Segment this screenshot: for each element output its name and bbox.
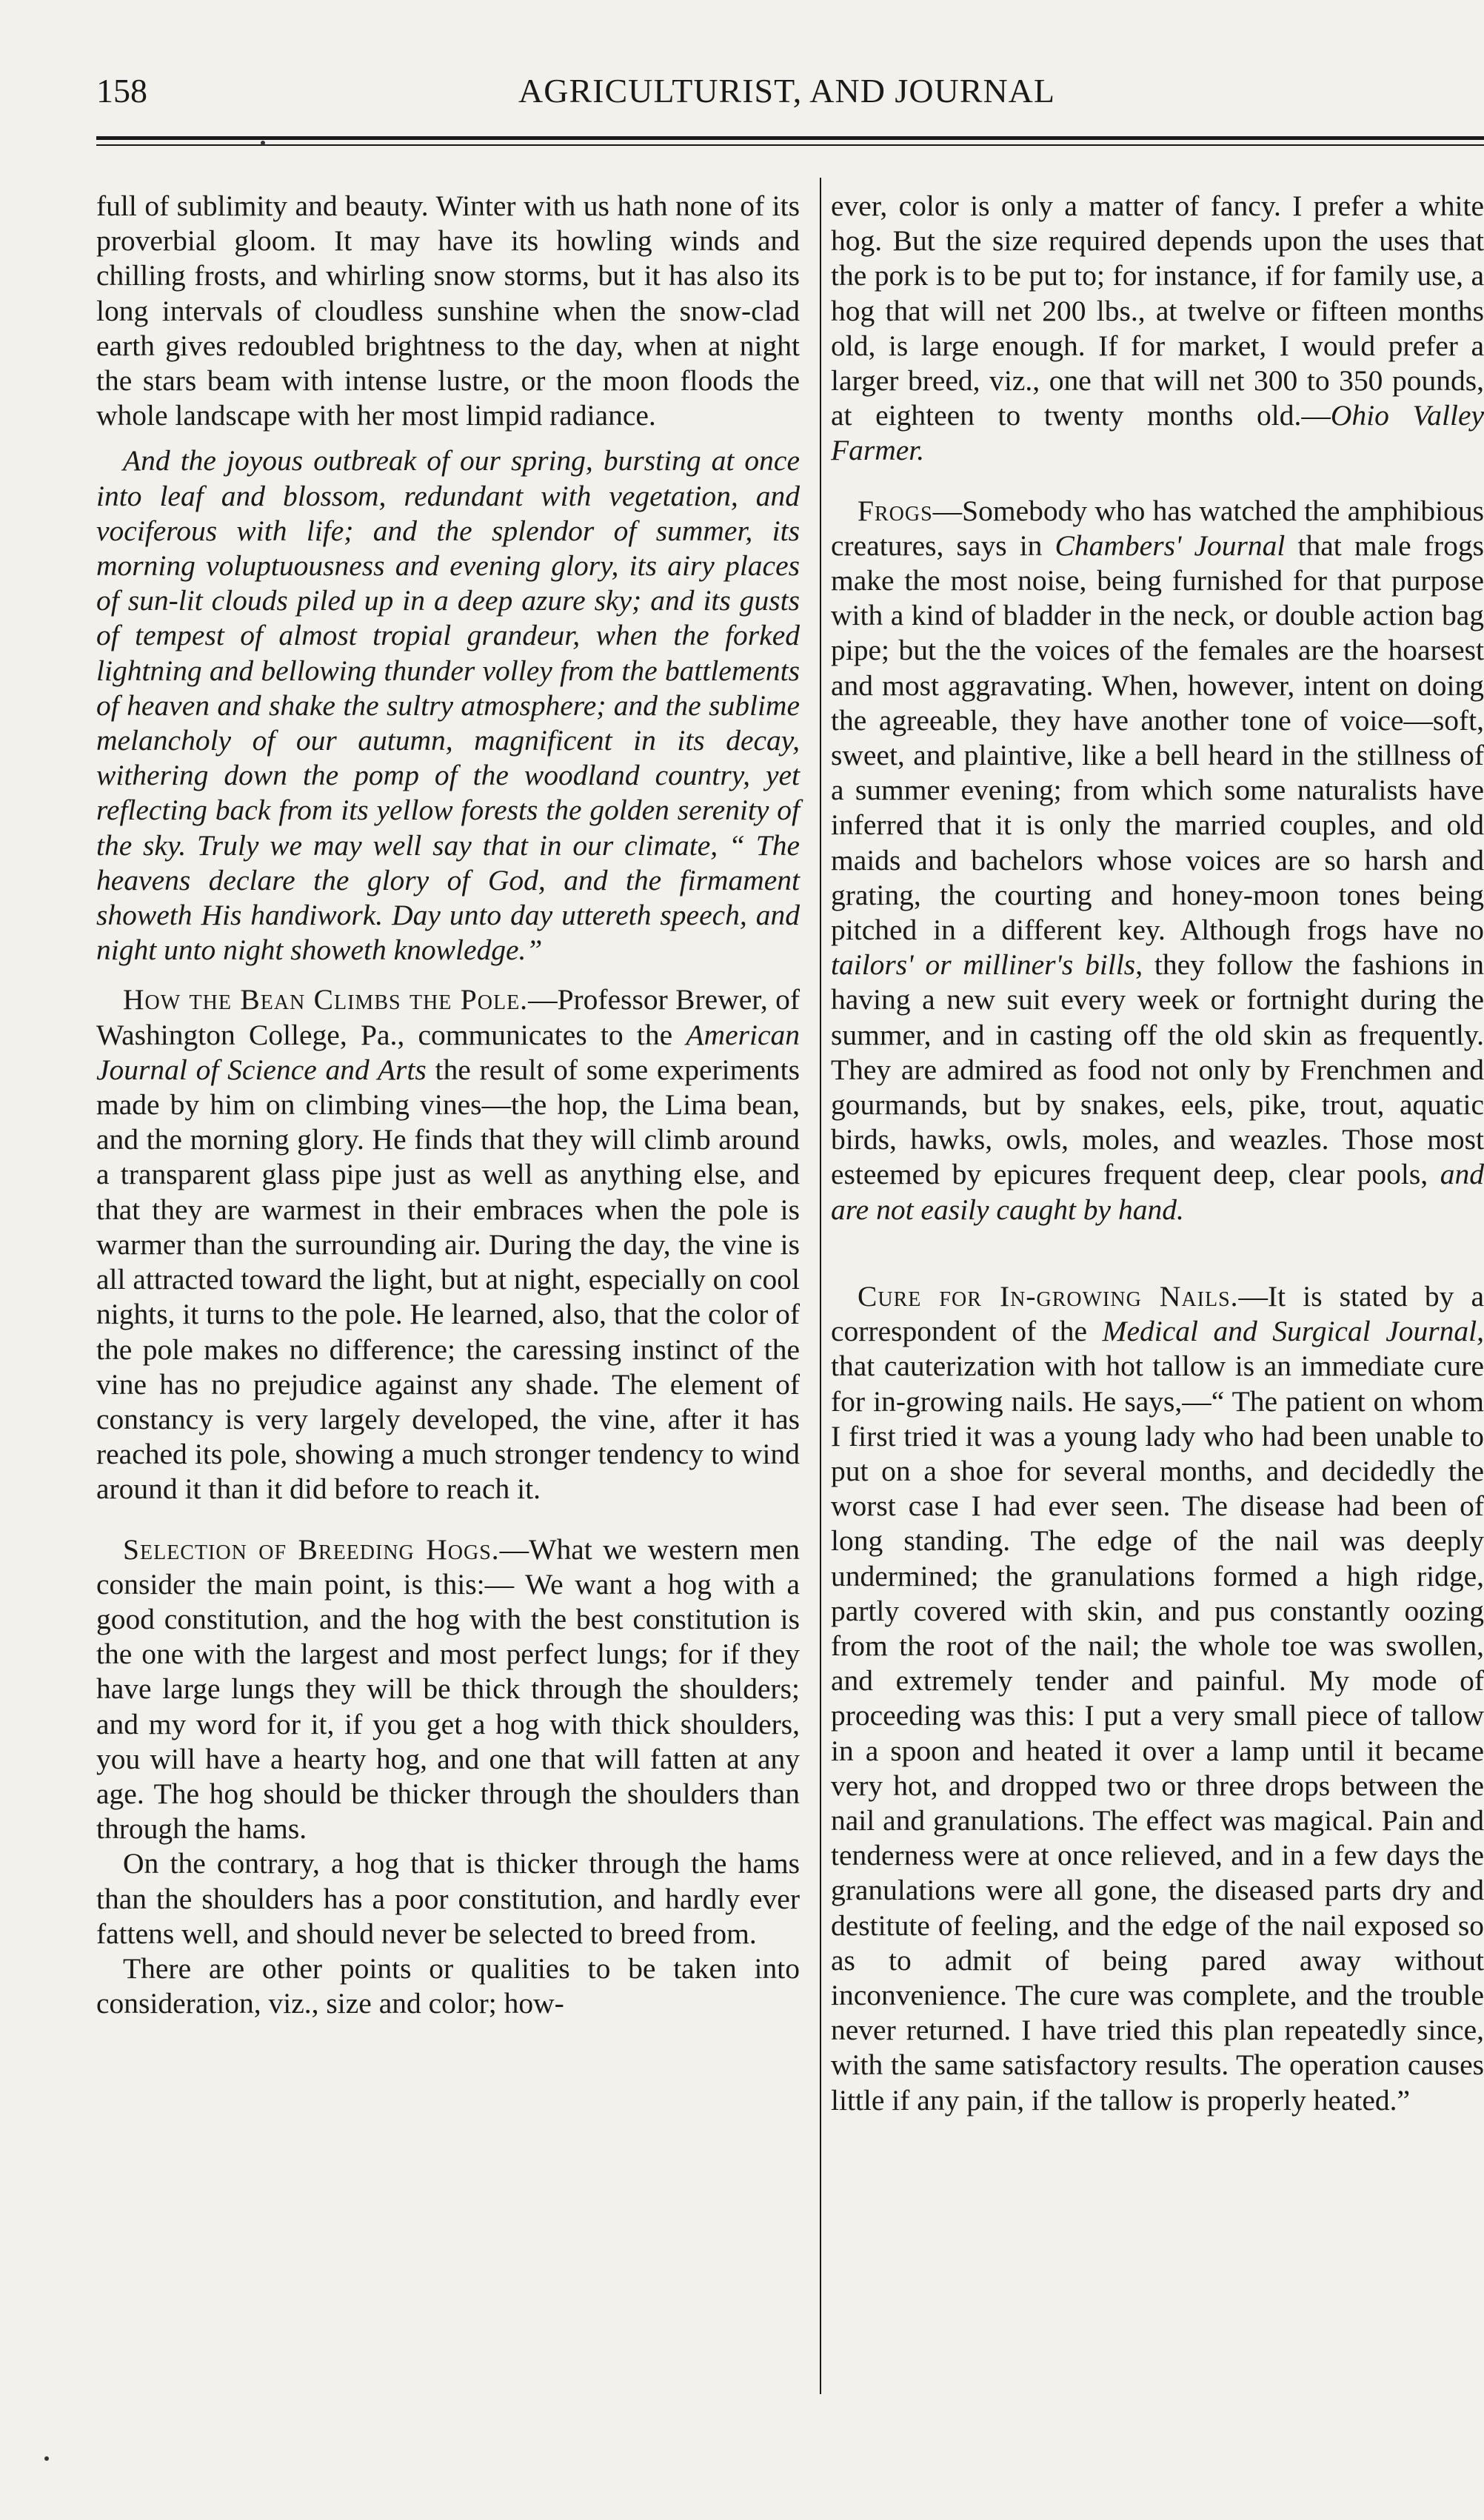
journal-title: Chambers' Journal xyxy=(1054,529,1286,562)
article-heading: Frogs xyxy=(858,494,933,527)
print-speck xyxy=(261,141,265,145)
article-paragraph: There are other points or qualities to be taken into consideration, viz., size and color; how- xyxy=(96,1951,800,2020)
article-paragraph: On the contrary, a hog that is thicker through the hams than the shoulders has a poor constitution, and hardly ever fattens well, and should never be selected to breed from. xyxy=(96,1847,800,1950)
left-column xyxy=(96,189,800,2021)
header-rule-thin xyxy=(96,144,1484,146)
article-heading: How the Bean Climbs the Pole. xyxy=(123,983,529,1016)
running-title: AGRICULTURIST, AND JOURNAL xyxy=(518,72,1055,110)
article-breeding-hogs: Selection of Breeding Hogs.—What we western men consider the main point, is this:— We want a hog with a good constitution, and the hog with the best constitution is the one with the largest and most perfect lungs; for if they have large lungs they will be thick through the shoulders; and my word for it, if you get a hog with thick shoulders, you will have a hearty hog, and one that will fatten at any age. The hog should be thicker through the shoulders than through the hams. xyxy=(96,1532,800,1846)
article-hogs-continued: ever, color is only a matter of fancy. I prefer a white hog. But the size required depends upon the uses that the pork is to be put to; for instance, if for family use, a hog that will net 200 lbs., at twelve or fifteen months old, is large enough. If for market, I would prefer a larger breed, viz., one that will net 300 to 350 pounds, at eighteen to twenty months old.—Ohio Valley Farmer. xyxy=(831,190,1484,467)
print-speck xyxy=(44,2456,49,2461)
column-divider xyxy=(820,178,821,2394)
header-rule-thick xyxy=(96,136,1484,140)
article-paragraph: full of sublimity and beauty. Winter with us hath none of its proverbial gloom. It may have its howling winds and chilling frosts, and whirling snow storms, but it has also its long intervals of cloudless sunshine when the snow-clad earth gives redoubled brightness to the day, when at night the stars beam with intense lustre, or the moon floods the whole landscape with her most limpid radiance. xyxy=(96,190,800,432)
article-ingrowing-nails: Cure for In-growing Nails.—It is stated by a correspondent of the Medical and Surgical Journal, that cauterization with hot tallow is an immediate cure for in-growing nails. He says,—“ The patient on whom I first tried it was a young lady who had been unable to put on a shoe for several months, and decidedly the worst case I had ever seen. The disease had been of long standing. The edge of the nail was deeply undermined; the granulations formed a high ridge, partly covered with skin, and pus constantly oozing from the root of the nail; the whole toe was swollen, and extremely tender and painful. My mode of proceeding was this: I put a very small piece of tallow in a spoon and heated it over a lamp until it became very hot, and dropped two or three drops between the nail and granulations. The effect was magical. Pain and tenderness were at once relieved, and in a few days the granulations were all gone, the diseased parts dry and destitute of feeling, and the edge of the nail exposed so as to admit of being pared away without inconvenience. The cure was complete, and the trouble never returned. I have tried this plan repeatedly since, with the same satisfactory results. The operation causes little if any pain, if the tallow is properly heated.” xyxy=(831,1279,1484,2117)
article-frogs: Frogs—Somebody who has watched the amphibious creatures, says in Chambers' Journal that male frogs make the most noise, being furnished for that purpose with a kind of bladder in the neck, or double action bag pipe; but the the voices of the females are the hoarsest and most aggravating. When, however, intent on doing the agreeable, they have another tone of voice—soft, sweet, and plaintive, like a bell heard in the stillness of a summer evening; from which some naturalists have inferred that it is only the married couples, and old maids and bachelors whose voices are so harsh and grating, the courting and honey-moon tones being pitched in a different key. Although frogs have no tailors' or milliner's bills, they follow the fashions in having a new suit every week or fortnight during the summer, and in casting off the old skin as frequently. They are admired as food not only by Frenchmen and gourmands, but by snakes, eels, pike, trout, aquatic birds, hawks, owls, moles, and weazles. Those most esteemed by epicures frequent deep, clear pools, and are not easily caught by hand. xyxy=(831,494,1484,1226)
page-header xyxy=(96,71,1484,115)
journal-title: American Journal of Science and Arts xyxy=(96,1018,800,1086)
article-heading: Cure for In-growing Nails. xyxy=(858,1279,1239,1313)
article-bean-climbs-pole: How the Bean Climbs the Pole.—Professor Brewer, of Washington College, Pa., communicates to the American Journal of Science and Arts the result of some experiments made by him on climbing vines—the hop, the Lima bean, and the morning glory. He finds that they will climb around a transparent glass pipe just as well as anything else, and that they are warmest in their embraces when the pole is warmer than the surrounding air. During the day, the vine is all attracted toward the light, but at night, especially on cool nights, it turns to the pole. He learned, also, that the color of the pole makes no difference; the caressing instinct of the vine has no prejudice against any shade. The element of constancy is very largely developed, the vine, after it has reached its pole, showing a much stronger tendency to wind around it than it did before to reach it. xyxy=(96,983,800,1506)
article-paragraph: And the joyous outbreak of our spring, bursting at once into leaf and blossom, redundant with vegetation, and vociferous with life; and the splendor of summer, its morning voluptuousness and evening glory, its airy places of sun-lit clouds piled up in a deep azure sky; and its gusts of tempest of almost tropial grandeur, when the forked lightning and bellowing thunder volley from the battlements of heaven and shake the sultry atmosphere; and the sublime melancholy of our autumn, magnificent in its decay, withering down the pomp of the woodland country, yet reflecting back from its yellow forests the golden serenity of the sky. Truly we may well say that in our climate, “ The heavens declare the glory of God, and the firmament showeth His handiwork. Day unto day uttereth speech, and night unto night showeth knowledge.” xyxy=(96,444,800,967)
right-column xyxy=(831,189,1484,2118)
page-number: 158 xyxy=(96,72,147,110)
source-citation: Ohio Valley Farmer. xyxy=(831,399,1484,467)
article-heading: Selection of Breeding Hogs. xyxy=(123,1532,500,1566)
journal-title: Medical and Surgical Journal, xyxy=(1102,1315,1484,1348)
